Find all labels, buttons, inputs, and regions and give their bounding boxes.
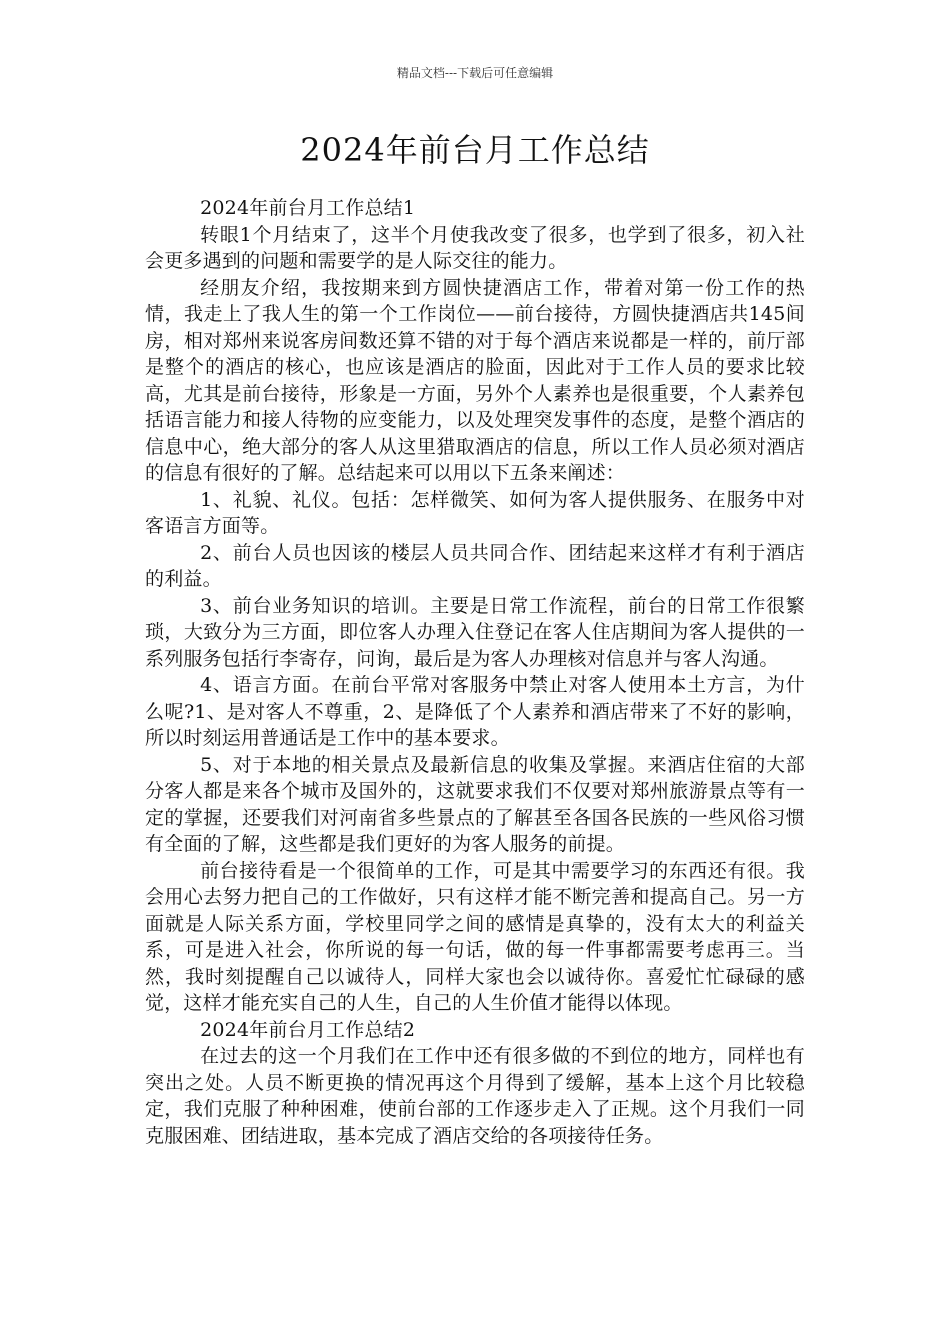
list-item-4: 4、语言方面。在前台平常对客服务中禁止对客人使用本土方言，为什么呢?1、是对客人不尊重，2、是降低了个人素养和酒店带来了不好的影响，所以时刻运用普通话是工作中的基本要求。 [145,674,805,749]
list-item-3: 3、前台业务知识的培训。主要是日常工作流程，前台的日常工作很繁琐，大致分为三方面，即位客人办理入住登记在客人住店期间为客人提供的一系列服务包括行李寄存，问询，最后是为客人办理核对信息并与客人沟通。 [145,594,805,670]
list-item-5: 5、对于本地的相关景点及最新信息的收集及掌握。来酒店住宿的大部分客人都是来各个城市及国外的，这就要求我们不仅要对郑州旅游景点等有一定的掌握，还要我们对河南省多些景点的了解甚至各国各民族的一些风俗习惯有全面的了解，这些都是我们更好的为客人服务的前提。 [145,753,805,855]
page-header-watermark: 精品文档---下载后可任意编辑 [396,66,554,80]
document-body [145,195,805,1149]
list-item-1: 1、礼貌、礼仪。包括：怎样微笑、如何为客人提供服务、在服务中对客语言方面等。 [145,488,805,537]
paragraph: 在过去的这一个月我们在工作中还有很多做的不到位的地方，同样也有突出之处。人员不断更换的情况再这个月得到了缓解，基本上这个月比较稳定，我们克服了种种困难，使前台部的工作逐步走入了正规。这个月我们一同克服困难、团结进取，基本完成了酒店交给的各项接待任务。 [145,1045,805,1147]
document-title: 2024年前台月工作总结 [300,131,650,169]
section-heading-1: 2024年前台月工作总结1 [200,197,416,219]
paragraph: 前台接待看是一个很简单的工作，可是其中需要学习的东西还有很。我会用心去努力把自己的工作做好，只有这样才能不断完善和提高自己。另一方面就是人际关系方面，学校里同学之间的感情是真挚的，没有太大的利益关系，可是进入社会，你所说的每一句话，做的每一件事都需要考虑再三。当然，我时刻提醒自己以诚待人，同样大家也会以诚待你。喜爱忙忙碌碌的感觉，这样才能充实自己的人生，自己的人生价值才能得以体现。 [145,859,805,1014]
paragraph: 经朋友介绍，我按期来到方圆快捷酒店工作，带着对第一份工作的热情，我走上了我人生的第一个工作岗位——前台接待，方圆快捷酒店共145间房，相对郑州来说客房间数还算不错的对于每个酒店来说都是一样的，前厅部是整个的酒店的核心，也应该是酒店的脸面，因此对于工作人员的要求比较高，尤其是前台接待，形象是一方面，另外个人素养也是很重要，个人素养包括语言能力和接人待物的应变能力，以及处理突发事件的态度，是整个酒店的信息中心，绝大部分的客人从这里猎取酒店的信息，所以工作人员必须对酒店的信息有很好的了解。总结起来可以用以下五条来阐述： [145,276,805,484]
list-item-2: 2、前台人员也因该的楼层人员共同合作、团结起来这样才有利于酒店的利益。 [145,541,805,590]
section-heading-2: 2024年前台月工作总结2 [200,1018,416,1041]
paragraph: 转眼1个月结束了，这半个月使我改变了很多，也学到了很多，初入社会更多遇到的问题和需要学的是人际交往的能力。 [145,223,805,272]
